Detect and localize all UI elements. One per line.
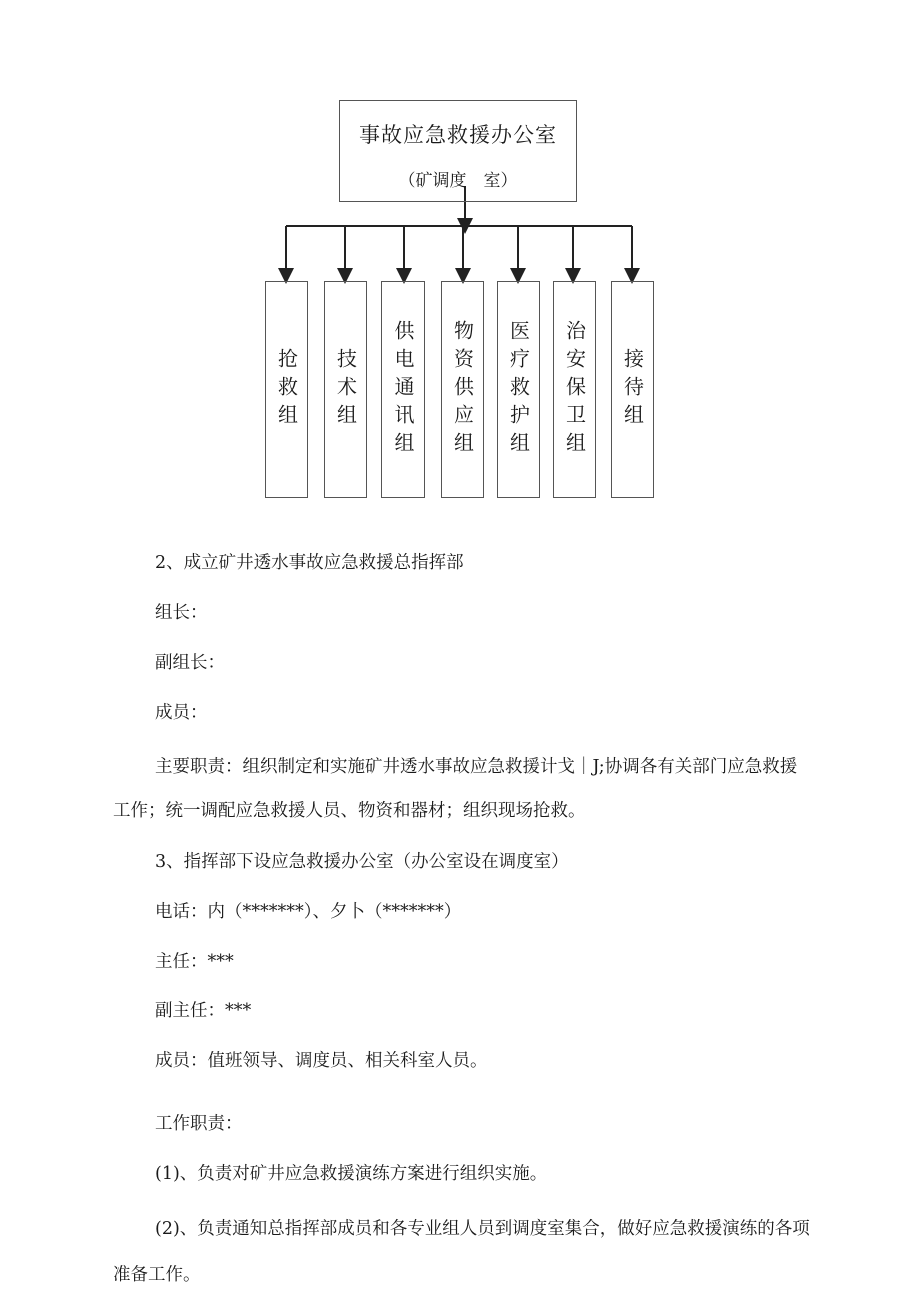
group-label: 抢救组 — [274, 347, 299, 432]
group-box-security — [553, 281, 596, 498]
paragraph: 成员： — [155, 703, 208, 723]
paragraph: 副主任：*** — [155, 1001, 252, 1021]
paragraph: (1)、负责对矿井应急救援演练方案进行组织实施。 — [155, 1164, 548, 1184]
group-label: 供电通讯组 — [391, 319, 415, 460]
group-label: 治安保卫组 — [562, 319, 587, 460]
group-box-technical — [324, 281, 367, 498]
group-box-reception — [611, 281, 654, 498]
group-label: 接待组 — [620, 347, 645, 432]
paragraph: 2、成立矿井透水事故应急救援总指挥部 — [155, 553, 464, 573]
group-box-medical-rescue — [497, 281, 540, 498]
paragraph: 主要职责：组织制定和实施矿井透水事故应急救援计戈｜J;协调各有关部门应急救援工作；统一调配应急救援人员、物资和器材；组织现场抢救。 — [113, 757, 798, 821]
paragraph: (2)、负责通知总指挥部成员和各专业组人员到调度室集合，做好应急救援演练的各项准备工作。 — [113, 1219, 810, 1285]
emergency-office-title: 事故应急救援办公室 — [359, 123, 557, 147]
paragraph: 电话：内（*******）、夕卜（*******） — [155, 902, 462, 922]
paragraph: 工作职责： — [155, 1114, 243, 1134]
paragraph: 主任：*** — [155, 952, 234, 972]
paragraph: 组长： — [155, 603, 208, 623]
org-chart — [0, 0, 920, 510]
group-label: 医疗救护组 — [506, 319, 531, 460]
paragraph: 副组长： — [155, 653, 225, 673]
group-box-material-supply — [441, 281, 484, 498]
group-label: 物资供应组 — [450, 319, 475, 460]
paragraph: 成员：值班领导、调度员、相关科室人员。 — [155, 1051, 488, 1071]
group-label: 技术组 — [333, 347, 358, 432]
emergency-office-subtitle: （矿调度 室） — [398, 171, 518, 191]
group-box-rescue — [265, 281, 308, 498]
paragraph: 3、指挥部下设应急救援办公室（办公室设在调度室） — [155, 852, 569, 872]
group-box-power-communication — [381, 281, 425, 498]
emergency-office-box — [339, 100, 577, 202]
